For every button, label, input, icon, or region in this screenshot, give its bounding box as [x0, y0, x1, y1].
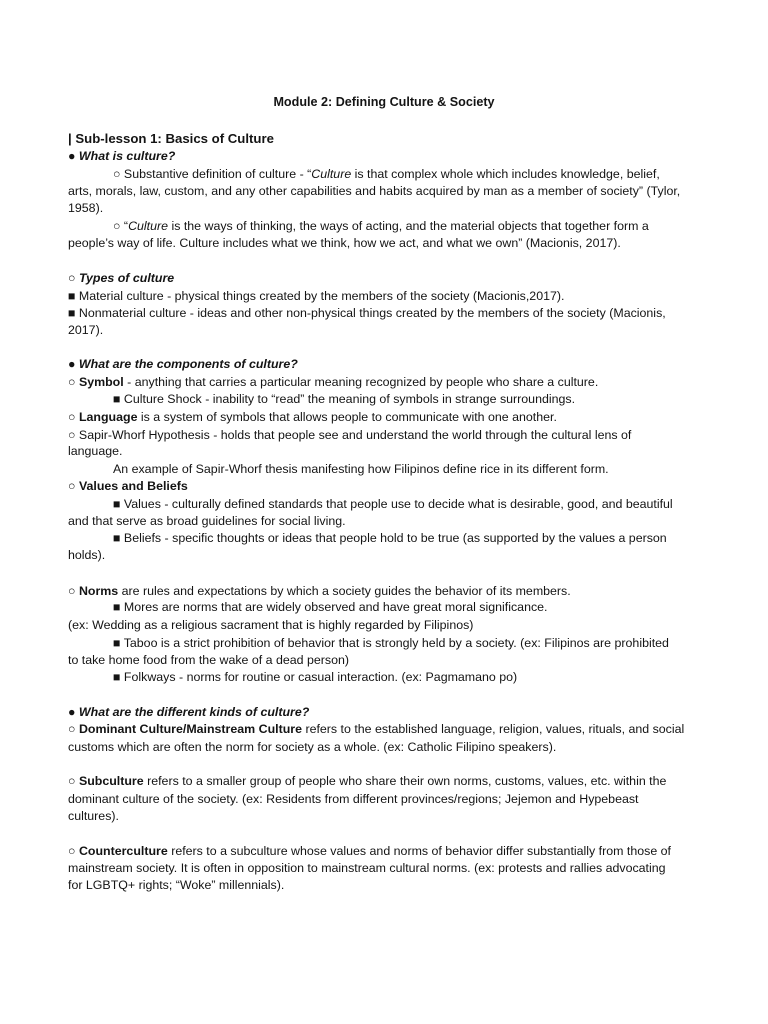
taboo-item-line-2: to take home food from the wake of a dead person) — [68, 653, 350, 667]
culture-term: Culture — [128, 219, 169, 233]
subculture-line-2: dominant culture of the society. (ex: Residents from different provinces/regions; Jejemon and Hypebeast — [68, 792, 639, 806]
nonmaterial-culture-item-line-2: 2017). — [68, 323, 104, 337]
components-heading: ● What are the components of culture? — [68, 357, 298, 371]
symbol-term: Symbol — [78, 375, 124, 389]
sapir-whorf-line-1: ○ Sapir-Whorf Hypothesis - holds that people see and understand the world through the cultural lens of — [68, 428, 632, 442]
hollow-bullet: ○ — [68, 479, 79, 493]
hollow-bullet: ○ — [68, 584, 79, 598]
subculture-line-1 — [68, 773, 666, 790]
substantive-definition-line-3: 1958). — [68, 201, 104, 215]
hollow-bullet: ○ — [68, 375, 79, 389]
values-beliefs-heading — [68, 478, 188, 495]
material-culture-item: ■ Material culture - physical things created by the members of the society (Macionis,2017). — [68, 289, 565, 303]
culture-shock-item: ■ Culture Shock - inability to “read” the meaning of symbols in strange surroundings. — [113, 392, 576, 406]
types-of-culture-heading — [68, 270, 174, 287]
norms-term: Norms — [78, 584, 119, 598]
values-item-line-1: ■ Values - culturally defined standards that people use to decide what is desirable, good, and beautiful — [113, 497, 673, 511]
language-term: Language — [78, 410, 138, 424]
text-segment: is that complex whole which includes knowledge, belief, — [351, 167, 660, 181]
dominant-culture-line-1 — [68, 721, 684, 738]
text-segment: ○ Substantive definition of culture - “ — [113, 167, 312, 181]
language-item — [68, 409, 557, 426]
beliefs-item-line-2: holds). — [68, 548, 106, 562]
symbol-item — [68, 374, 598, 391]
types-heading-text: Types of culture — [78, 271, 175, 285]
sapir-whorf-line-2: language. — [68, 444, 123, 458]
macionis-definition-line-1 — [113, 218, 649, 235]
text-segment: is the ways of thinking, the ways of acting, and the material objects that together form a — [168, 219, 649, 233]
sapir-whorf-example: An example of Sapir-Whorf thesis manifesting how Filipinos define rice in its different form. — [113, 462, 609, 476]
macionis-definition-line-2: people’s way of life. Culture includes what we think, how we act, and what we own” (Macionis, 2017). — [68, 236, 621, 250]
subculture-term: Subculture — [78, 774, 144, 788]
counterculture-line-1 — [68, 843, 671, 860]
text-segment: is a system of symbols that allows people to communicate with one another. — [137, 410, 557, 424]
counterculture-line-3: for LGBTQ+ rights; “Woke” millennials). — [68, 878, 285, 892]
hollow-bullet: ○ — [68, 774, 79, 788]
beliefs-item-line-1: ■ Beliefs - specific thoughts or ideas that people hold to be true (as supported by the values a person — [113, 531, 667, 545]
counterculture-line-2: mainstream society. It is often in opposition to mainstream cultural norms. (ex: protests and rallies advocating — [68, 861, 666, 875]
text-segment: ○ “ — [113, 219, 129, 233]
hollow-bullet: ○ — [68, 410, 79, 424]
hollow-bullet: ○ — [68, 722, 79, 736]
text-segment: - anything that carries a particular meaning recognized by people who share a culture. — [123, 375, 599, 389]
hollow-bullet: ○ — [68, 271, 79, 285]
hollow-bullet: ○ — [68, 844, 79, 858]
culture-term: Culture — [311, 167, 352, 181]
nonmaterial-culture-item-line-1: ■ Nonmaterial culture - ideas and other non-physical things created by the members of the society (Macionis, — [68, 306, 666, 320]
text-segment: refers to a smaller group of people who share their own norms, customs, values, etc. within the — [143, 774, 667, 788]
what-is-culture-heading: ● What is culture? — [68, 149, 176, 163]
subculture-line-3: cultures). — [68, 809, 119, 823]
folkways-item: ■ Folkways - norms for routine or casual interaction. (ex: Pagmamano po) — [113, 670, 518, 684]
values-item-line-2: and that serve as broad guidelines for social living. — [68, 514, 346, 528]
dominant-culture-term: Dominant Culture/Mainstream Culture — [78, 722, 302, 736]
substantive-definition-line-1 — [113, 166, 660, 183]
substantive-definition-line-2: arts, morals, law, custom, and any other capabilities and habits acquired by man as a member of society” (Tylor, — [68, 184, 681, 198]
dominant-culture-line-2: customs which are often the norm for society as a whole. (ex: Catholic Filipino speakers). — [68, 740, 557, 754]
text-segment: refers to the established language, religion, values, rituals, and social — [302, 722, 685, 736]
mores-item: ■ Mores are norms that are widely observed and have great moral significance. — [113, 600, 548, 614]
values-beliefs-term: Values and Beliefs — [78, 479, 188, 493]
text-segment: are rules and expectations by which a society guides the behavior of its members. — [118, 584, 571, 598]
sublesson-heading: | Sub-lesson 1: Basics of Culture — [68, 131, 274, 146]
kinds-of-culture-heading: ● What are the different kinds of culture? — [68, 705, 310, 719]
text-segment: refers to a subculture whose values and norms of behavior differ substantially from those of — [167, 844, 671, 858]
page-title: Module 2: Defining Culture & Society — [273, 95, 495, 109]
norms-item — [68, 583, 571, 600]
taboo-item-line-1: ■ Taboo is a strict prohibition of behavior that is strongly held by a society. (ex: Filipinos are prohibited — [113, 636, 669, 650]
counterculture-term: Counterculture — [78, 844, 168, 858]
mores-example: (ex: Wedding as a religious sacrament that is highly regarded by Filipinos) — [68, 618, 474, 632]
